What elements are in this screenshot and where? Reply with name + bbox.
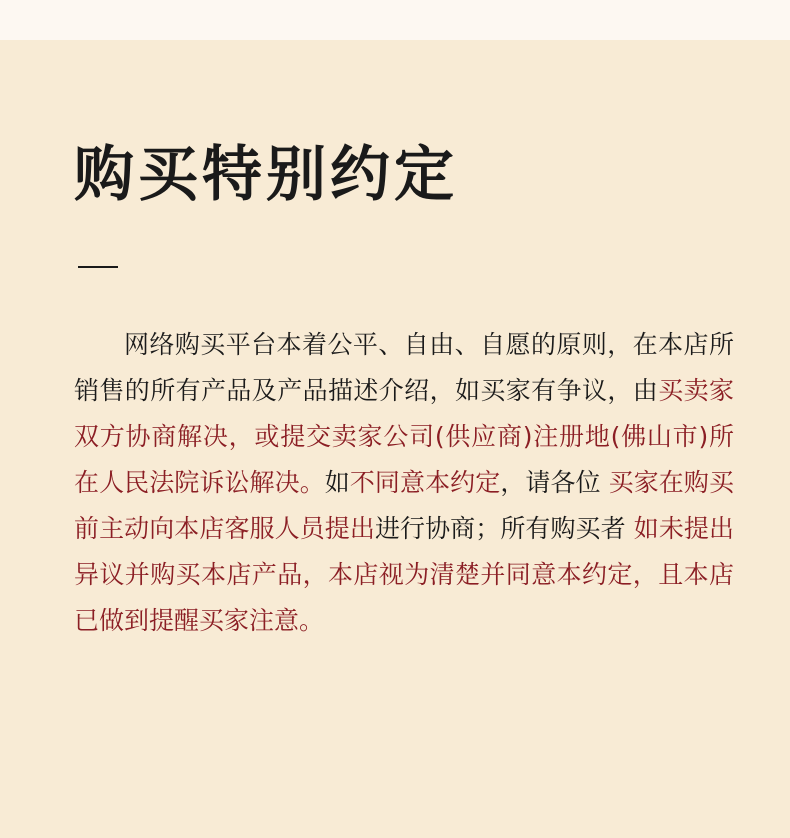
text-segment: 进行协商；所有购买者 — [374, 514, 634, 543]
highlighted-text-segment: 不同意本约定 — [349, 468, 501, 497]
text-segment: 如 — [324, 468, 350, 497]
text-segment: ，请各位 — [500, 468, 609, 497]
highlighted-text-segment: 买卖家双方协商解决，或提交卖家公司(供应商)注册地(佛山市)所在人民法院诉讼解决。 — [74, 376, 734, 497]
page-title: 购买特别约定 — [74, 140, 458, 210]
highlighted-text-segment: 买家在购买前主动向本店客服人员提出 — [74, 468, 734, 543]
title-divider — [78, 266, 118, 268]
text-segment: 网络购买平台本着公平、自由、自愿的原则，在本店所销售的所有产品及产品描述介绍，如买家有争议，由 — [74, 330, 734, 405]
agreement-paragraph — [74, 322, 734, 644]
highlighted-text-segment: 如未提出异议并购买本店产品，本店视为清楚并同意本约定，且本店已做到提醒买家注意。 — [74, 514, 734, 635]
